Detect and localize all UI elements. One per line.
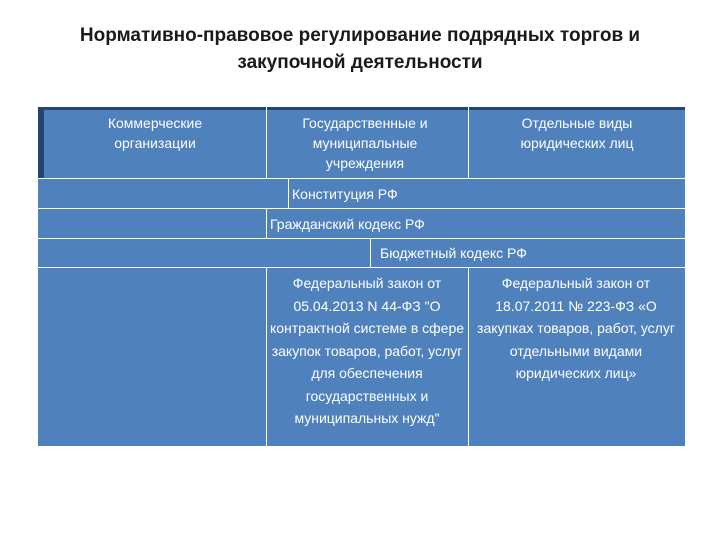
title-line-1: Нормативно-правовое регулирование подрядных торгов и (79, 25, 641, 46)
page-title (20, 22, 700, 76)
column-header-other: Отдельные виды юридических лиц (520, 115, 634, 151)
divider-law-col2 (468, 267, 469, 446)
title-line-2: закупочной деятельности (237, 52, 483, 73)
law-44-fz: Федеральный закон от 05.04.2013 N 44-ФЗ "О контрактной системе в сфере закупок товаров, работ, услуг для обеспечения государственных и муниципальных нужд" (269, 275, 465, 426)
divider-header (38, 178, 685, 179)
divider-civil-code (38, 238, 685, 239)
divider-constitution-start (288, 178, 289, 208)
column-header-commercial: Коммерческие организации (107, 115, 203, 151)
divider-constitution (38, 208, 685, 209)
row-constitution: Конституция РФ (292, 186, 398, 202)
divider-col2-header (468, 107, 469, 178)
row-civil-code: Гражданский кодекс РФ (270, 216, 425, 232)
divider-budget-start (370, 238, 371, 267)
divider-law-col1 (266, 267, 267, 446)
law-223-fz: Федеральный закон от 18.07.2011 № 223-ФЗ «О закупках товаров, работ, услуг отдельными видами юридических лиц» (477, 275, 675, 381)
divider-budget-code (38, 267, 685, 268)
header-accent-top (38, 107, 685, 110)
row-budget-code: Бюджетный кодекс РФ (380, 245, 527, 261)
column-header-state: Государственные и муниципальные учреждения (302, 115, 428, 171)
divider-civil-start (266, 208, 267, 238)
divider-col1-header (266, 107, 267, 178)
header-accent-left (38, 107, 44, 178)
